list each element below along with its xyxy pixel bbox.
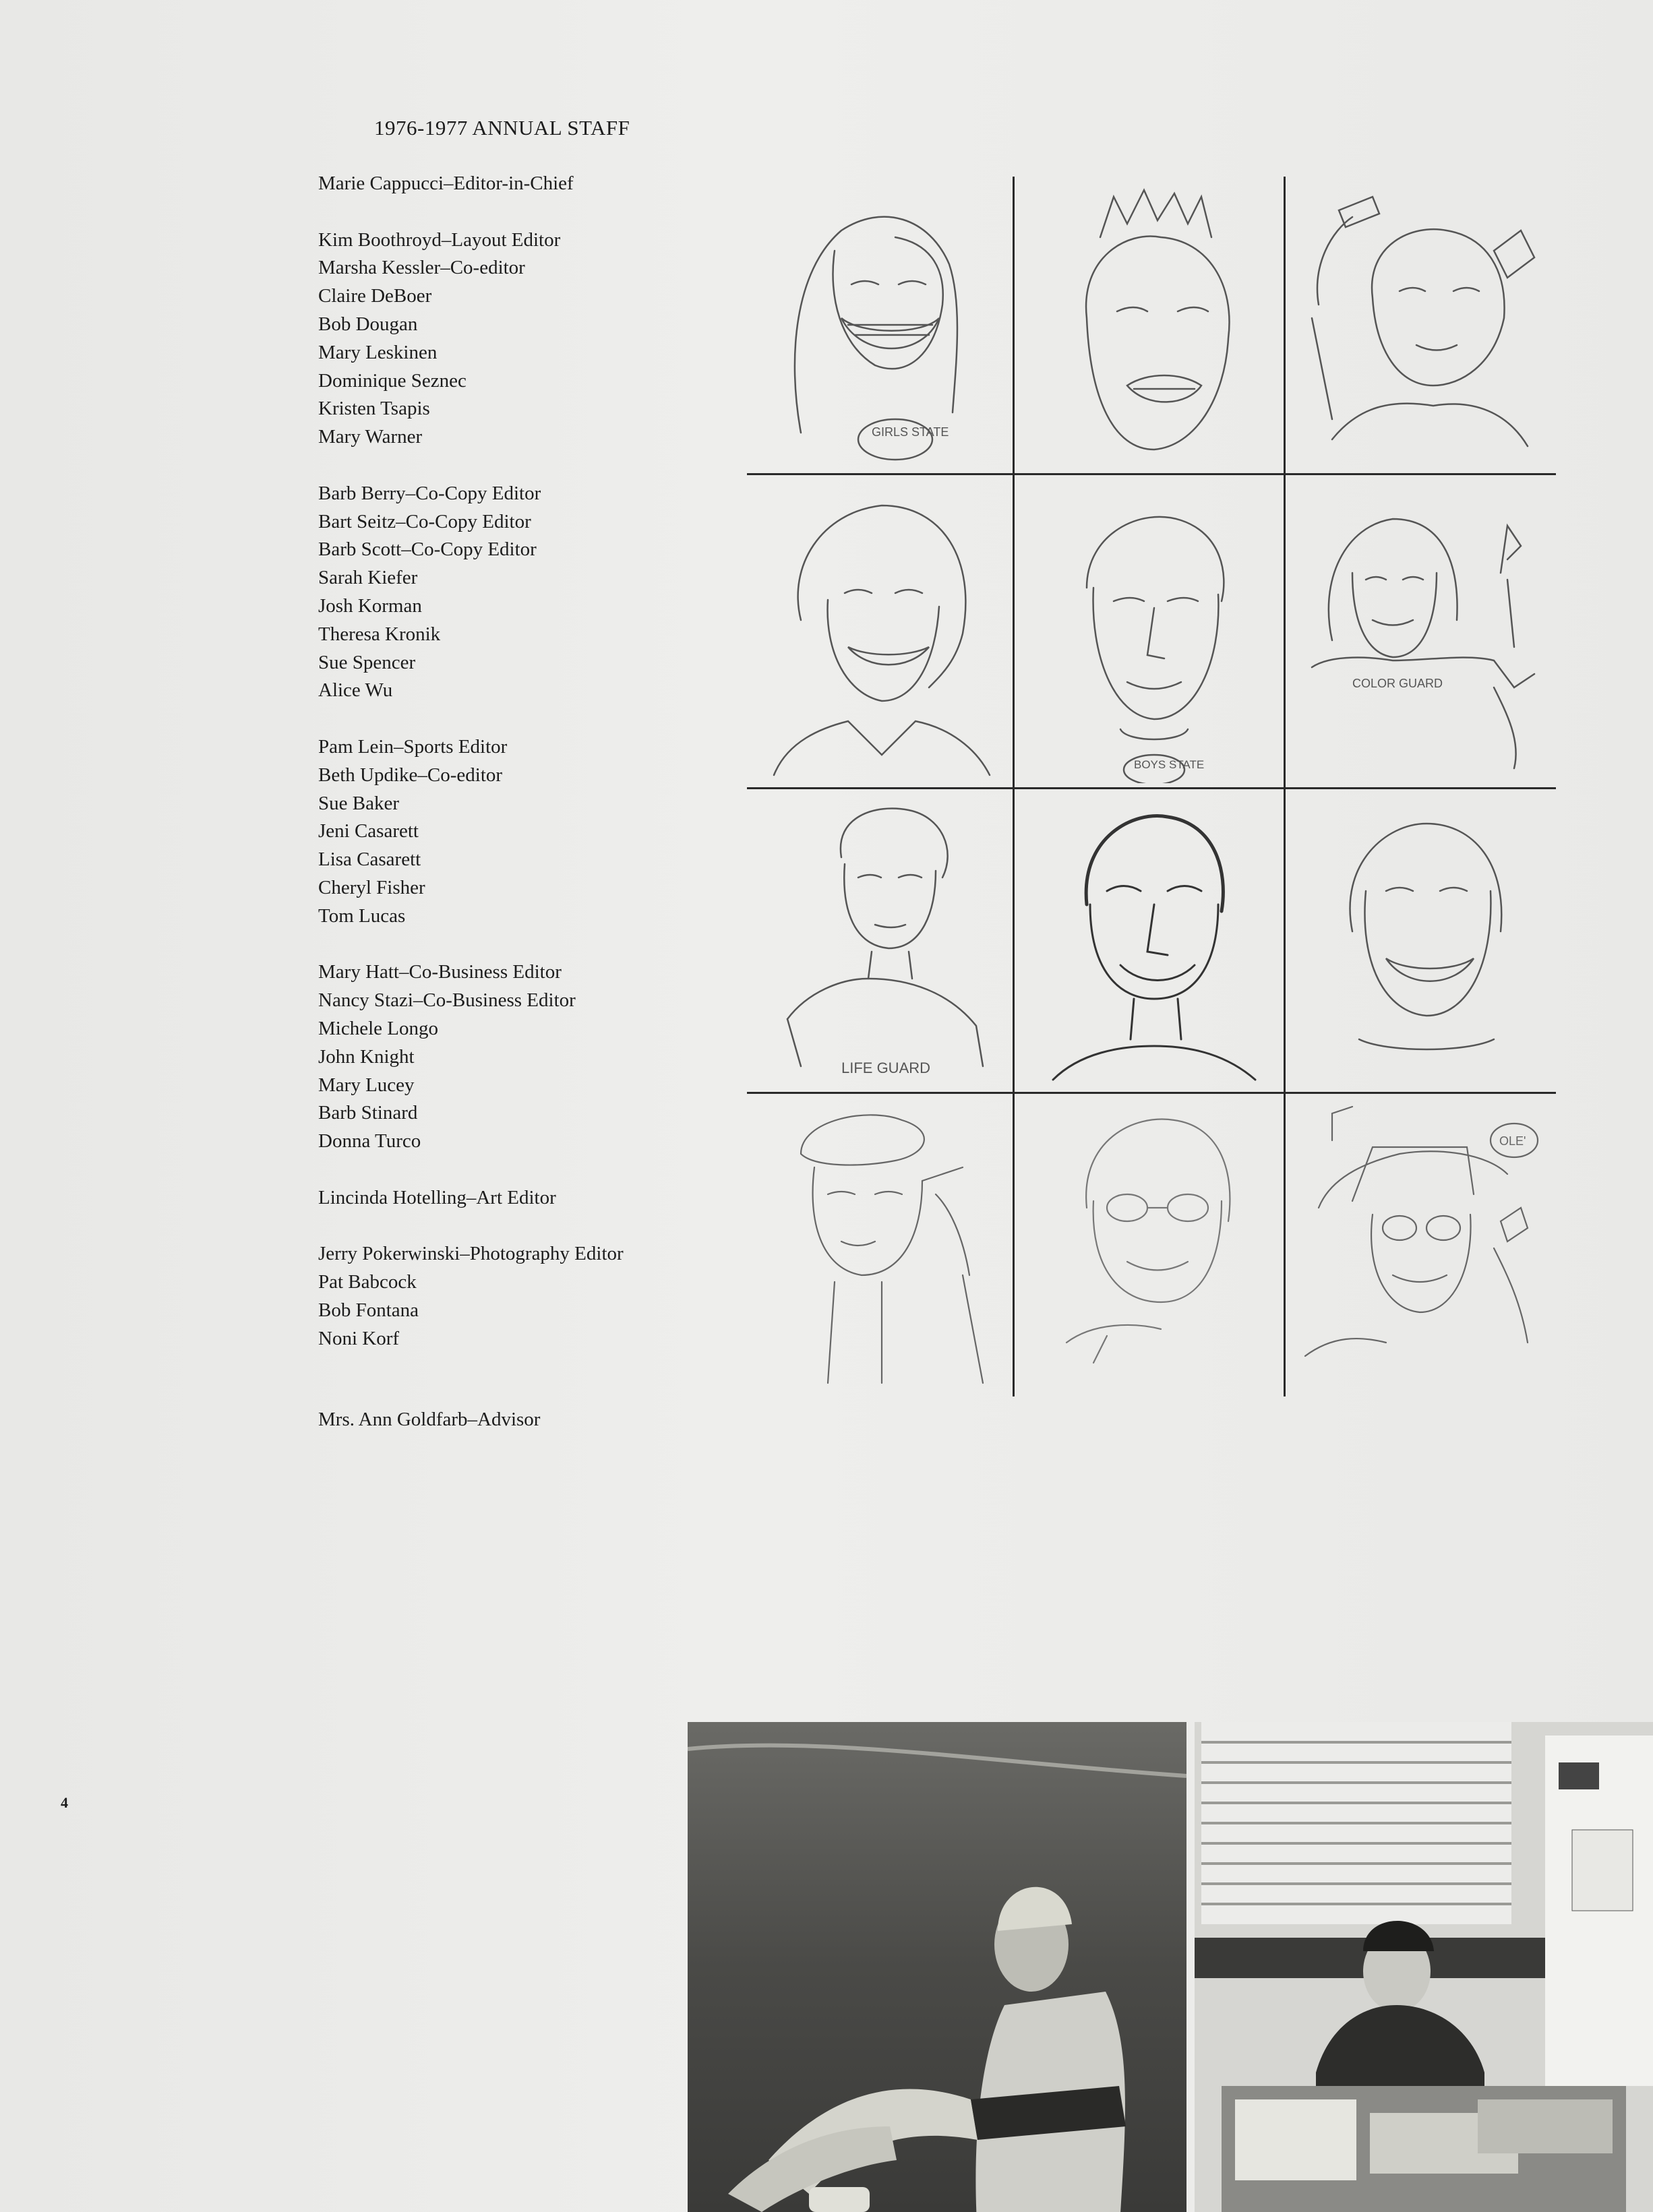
- staff-name: Michele Longo: [318, 1017, 438, 1039]
- caricature-beret-painter: [760, 1100, 1003, 1390]
- staff-name: Bart Seitz–Co-Copy Editor: [318, 510, 531, 532]
- staff-name: Sarah Kiefer: [318, 567, 418, 589]
- caricature-boys-state: [1026, 487, 1275, 783]
- staff-group: [318, 226, 736, 452]
- staff-name: Dominique Seznec: [318, 369, 467, 392]
- staff-group: [318, 480, 736, 705]
- staff-name: Donna Turco: [318, 1130, 421, 1153]
- staff-name: Sue Baker: [318, 792, 399, 814]
- caricature-glasses: [1026, 1100, 1275, 1390]
- caricature-dark-hair: [1026, 797, 1275, 1086]
- staff-group: [318, 170, 736, 198]
- staff-name: Nancy Stazi–Co-Business Editor: [318, 989, 576, 1012]
- grid-rule-vertical-2: [1284, 177, 1286, 1396]
- staff-name: Marie Cappucci–Editor-in-Chief: [318, 173, 574, 194]
- staff-name: Beth Updike–Co-editor: [318, 764, 503, 786]
- staff-name: Alice Wu: [318, 679, 393, 702]
- grid-rule-vertical-1: [1013, 177, 1015, 1396]
- caricature-hat-ole: [1292, 1100, 1548, 1390]
- staff-name: Tom Lucas: [318, 904, 406, 927]
- staff-name: John Knight: [318, 1045, 415, 1068]
- staff-name: Mary Hatt–Co-Business Editor: [318, 961, 562, 983]
- label-girls-state: GIRLS STATE: [872, 425, 949, 439]
- staff-name: Barb Scott–Co-Copy Editor: [318, 539, 537, 561]
- staff-group: [318, 733, 736, 931]
- caricature-crowned: [1026, 183, 1275, 466]
- grid-rule-horizontal-3: [747, 1092, 1556, 1094]
- label-boys-state: BOYS STATE: [1134, 758, 1205, 771]
- staff-name: Claire DeBoer: [318, 285, 432, 307]
- staff-name: Pat Babcock: [318, 1271, 417, 1293]
- staff-name: Bob Dougan: [318, 313, 418, 335]
- caricature-grid: [747, 177, 1556, 1396]
- staff-list: [318, 170, 736, 1381]
- page-number: 4: [61, 1794, 68, 1811]
- staff-name: Jerry Pokerwinski–Photography Editor: [318, 1243, 624, 1265]
- caricature-with-comb: [1292, 183, 1548, 466]
- staff-name: Lisa Casarett: [318, 849, 421, 871]
- staff-name: Pam Lein–Sports Editor: [318, 735, 508, 758]
- caricature-girls-state: [760, 190, 1003, 466]
- staff-name: Bob Fontana: [318, 1299, 419, 1321]
- staff-name: Marsha Kessler–Co-editor: [318, 257, 525, 279]
- advisor-line: Mrs. Ann Goldfarb–Advisor: [318, 1409, 541, 1430]
- staff-name: Kim Boothroyd–Layout Editor: [318, 228, 561, 251]
- staff-name: Barb Berry–Co-Copy Editor: [318, 482, 541, 504]
- staff-name: Theresa Kronik: [318, 623, 441, 645]
- label-ole: OLE': [1499, 1134, 1526, 1148]
- staff-name: Mary Lucey: [318, 1074, 415, 1096]
- grid-rule-horizontal-1: [747, 473, 1556, 475]
- staff-name: Jeni Casarett: [318, 820, 419, 842]
- label-life-guard: LIFE GUARD: [841, 1059, 931, 1076]
- staff-group: [318, 1240, 736, 1353]
- staff-group: [318, 1184, 736, 1212]
- staff-name: Mary Leskinen: [318, 341, 438, 363]
- staff-name: Kristen Tsapis: [318, 398, 430, 420]
- staff-name: Barb Stinard: [318, 1102, 418, 1124]
- staff-name: Mary Warner: [318, 426, 423, 448]
- caricature-life-guard: [760, 797, 1003, 1086]
- caricature-color-guard: [1292, 485, 1548, 782]
- staff-name: Sue Spencer: [318, 651, 416, 673]
- staff-group: [318, 958, 736, 1156]
- label-color-guard: COLOR GUARD: [1352, 677, 1443, 690]
- photo-student-on-grass: [688, 1722, 1186, 2212]
- staff-name: Lincinda Hotelling–Art Editor: [318, 1186, 556, 1208]
- page-title: 1976-1977 ANNUAL STAFF: [374, 116, 630, 140]
- staff-name: Josh Korman: [318, 594, 422, 617]
- staff-name: Cheryl Fisher: [318, 876, 425, 898]
- photo-student-at-desk: [1195, 1722, 1653, 2212]
- caricature-smiling: [1292, 797, 1548, 1086]
- staff-name: Noni Korf: [318, 1327, 400, 1349]
- grid-rule-horizontal-2: [747, 787, 1556, 789]
- caricature-collared: [760, 485, 1003, 782]
